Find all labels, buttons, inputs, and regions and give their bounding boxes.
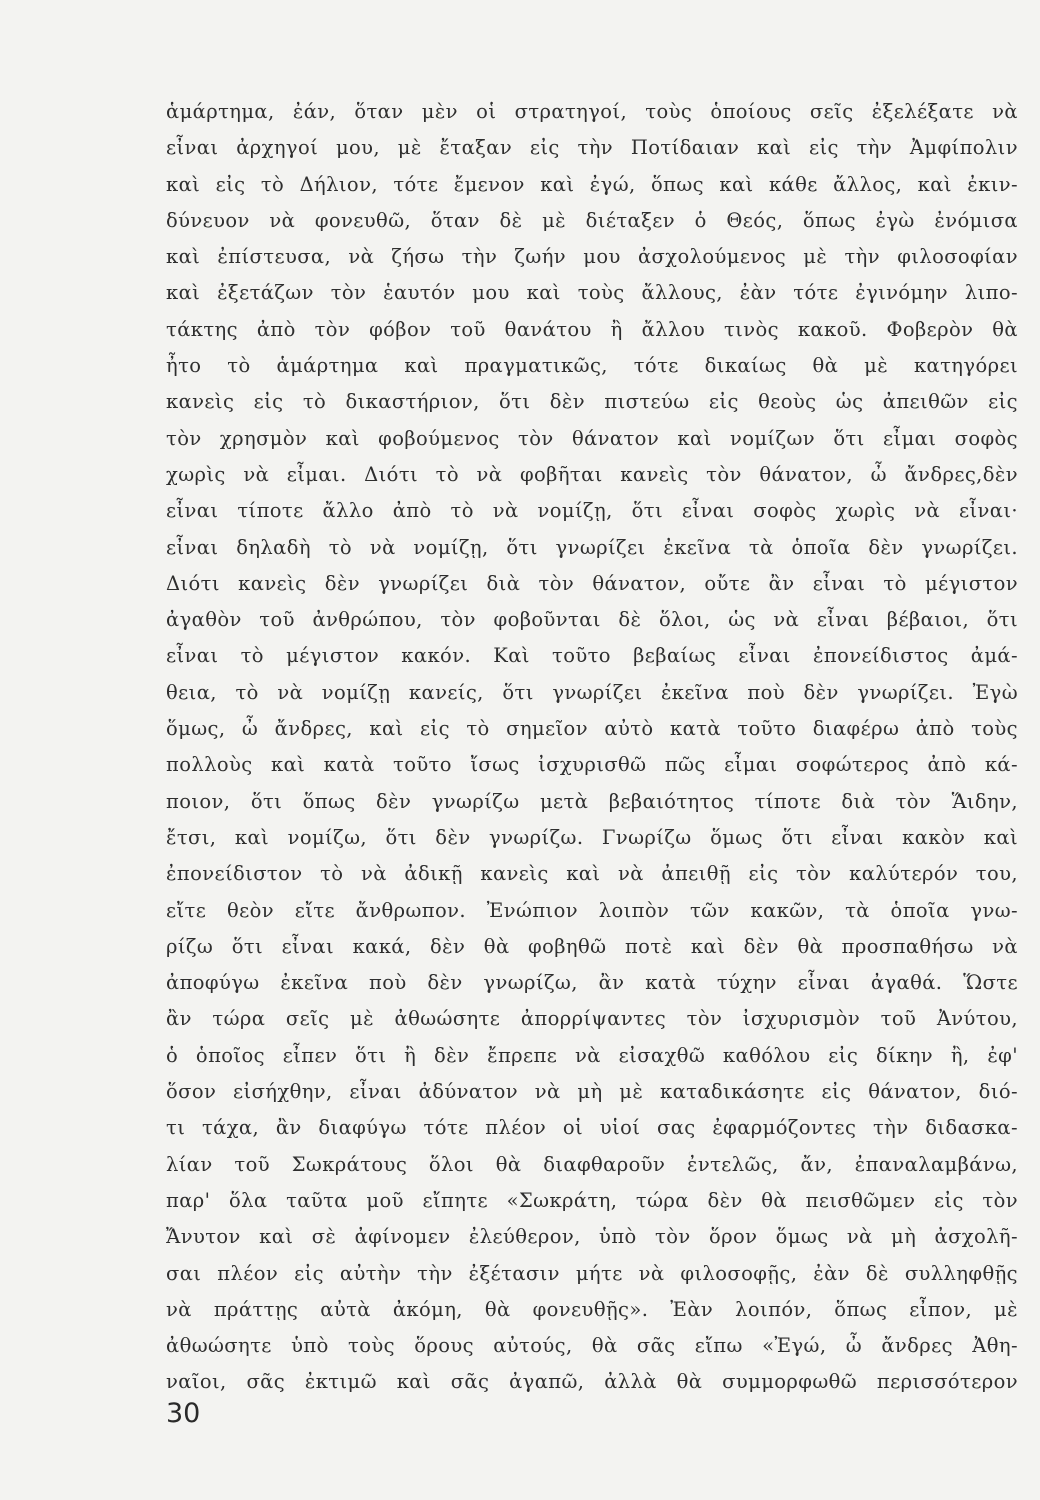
text-line: ἦτο τὸ ἁμάρτημα καὶ πραγματικῶς, τότε δικαίως θὰ μὲ κατηγόρει <box>166 354 1018 378</box>
text-line: κανεὶς εἰς τὸ δικαστήριον, ὅτι δὲν πιστεύω εἰς θεοὺς ὡς ἀπειθῶν εἰς <box>166 390 1018 414</box>
text-line: Ἄνυτον καὶ σὲ ἀφίνομεν ἐλεύθερον, ὑπὸ τὸν ὅρον ὅμως νὰ μὴ ἀσχολῆ- <box>166 1225 1018 1249</box>
text-line: τι τάχα, ἂν διαφύγω τότε πλέον οἱ υἱοί σας ἐφαρμόζοντες τὴν διδασκα- <box>166 1116 1018 1140</box>
text-line: εἶναι ἀρχηγοί μου, μὲ ἔταξαν εἰς τὴν Ποτίδαιαν καὶ εἰς τὴν Ἀμφίπολιν <box>166 136 1018 160</box>
text-line: θεια, τὸ νὰ νομίζῃ κανείς, ὅτι γνωρίζει ἐκεῖνα ποὺ δὲν γνωρίζει. Ἐγὼ <box>166 680 1018 704</box>
text-line: ἂν τώρα σεῖς μὲ ἀθωώσητε ἀπορρίψαντες τὸν ἰσχυρισμὸν τοῦ Ἀνύτου, <box>166 1007 1018 1031</box>
text-line: ρίζω ὅτι εἶναι κακά, δὲν θὰ φοβηθῶ ποτὲ καὶ δὲν θὰ προσπαθήσω νὰ <box>166 934 1018 958</box>
text-line: δύνευον νὰ φονευθῶ, ὅταν δὲ μὲ διέταξεν ὁ Θεός, ὅπως ἐγὼ ἐνόμισα <box>166 208 1018 232</box>
text-line: ἁμάρτημα, ἐάν, ὅταν μὲν οἱ στρατηγοί, τοὺς ὁποίους σεῖς ἐξελέξατε νὰ <box>166 100 1018 123</box>
text-line: ἔτσι, καὶ νομίζω, ὅτι δὲν γνωρίζω. Γνωρίζω ὅμως ὅτι εἶναι κακὸν καὶ <box>166 825 1018 849</box>
text-line: ὅσον εἰσήχθην, εἶναι ἀδύνατον νὰ μὴ μὲ καταδικάσητε εἰς θάνατον, διό- <box>166 1080 1018 1104</box>
text-line: εἶναι δηλαδὴ τὸ νὰ νομίζῃ, ὅτι γνωρίζει ἐκεῖνα τὰ ὁποῖα δὲν γνωρίζει. <box>166 535 1018 559</box>
text-line: χωρὶς νὰ εἶμαι. Διότι τὸ νὰ φοβῆται κανεὶς τὸν θάνατον, ὦ ἄνδρες,δὲν <box>166 462 1018 486</box>
text-line: ὅμως, ὦ ἄνδρες, καὶ εἰς τὸ σημεῖον αὐτὸ κατὰ τοῦτο διαφέρω ἀπὸ τοὺς <box>166 717 1018 741</box>
text-line: ἀγαθὸν τοῦ ἀνθρώπου, τὸν φοβοῦνται δὲ ὅλοι, ὡς νὰ εἶναι βέβαιοι, ὅτι <box>166 608 1018 632</box>
text-line: ναῖοι, σᾶς ἐκτιμῶ καὶ σᾶς ἀγαπῶ, ἀλλὰ θὰ συμμορφωθῶ περισσότερον <box>166 1370 1018 1394</box>
text-line: ὁ ὁποῖος εἶπεν ὅτι ἢ δὲν ἔπρεπε νὰ εἰσαχθῶ καθόλου εἰς δίκην ἢ, ἐφ' <box>166 1043 1018 1067</box>
text-line: ἀποφύγω ἐκεῖνα ποὺ δὲν γνωρίζω, ἂν κατὰ τύχην εἶναι ἀγαθά. Ὥστε <box>166 971 1018 995</box>
text-line: καὶ ἐξετάζων τὸν ἑαυτόν μου καὶ τοὺς ἄλλους, ἐὰν τότε ἐγινόμην λιπο- <box>166 281 1018 305</box>
text-line: εἴτε θεὸν εἴτε ἄνθρωπον. Ἐνώπιον λοιπὸν τῶν κακῶν, τὰ ὁποῖα γνω- <box>166 898 1018 922</box>
text-line: ἀθωώσητε ὑπὸ τοὺς ὅρους αὐτούς, θὰ σᾶς εἴπω «Ἐγώ, ὦ ἄνδρες Ἀθη- <box>166 1334 1018 1358</box>
text-line: παρ' ὅλα ταῦτα μοῦ εἴπητε «Σωκράτη, τώρα δὲν θὰ πεισθῶμεν εἰς τὸν <box>166 1188 1018 1212</box>
text-line: νὰ πράττῃς αὐτὰ ἀκόμη, θὰ φονευθῇς». Ἐὰν λοιπόν, ὅπως εἶπον, μὲ <box>166 1297 1018 1321</box>
text-line: λίαν τοῦ Σωκράτους ὅλοι θὰ διαφθαροῦν ἐντελῶς, ἄν, ἐπαναλαμβάνω, <box>166 1152 1018 1176</box>
text-line: ἐπονείδιστον τὸ νὰ ἀδικῇ κανεὶς καὶ νὰ ἀπειθῇ εἰς τὸν καλύτερόν του, <box>166 862 1018 886</box>
text-line: καὶ εἰς τὸ Δήλιον, τότε ἔμενον καὶ ἐγώ, ὅπως καὶ κάθε ἄλλος, καὶ ἐκιν- <box>166 172 1018 196</box>
text-line: καὶ ἐπίστευσα, νὰ ζήσω τὴν ζωήν μου ἀσχολούμενος μὲ τὴν φιλοσοφίαν <box>166 245 1018 269</box>
text-line: εἶναι τὸ μέγιστον κακόν. Καὶ τοῦτο βεβαίως εἶναι ἐπονείδιστος ἀμά- <box>166 644 1018 668</box>
page-number: 30 <box>166 1398 201 1429</box>
text-line: εἶναι τίποτε ἄλλο ἀπὸ τὸ νὰ νομίζῃ, ὅτι εἶναι σοφὸς χωρὶς νὰ εἶναι· <box>166 499 1018 523</box>
text-line: Διότι κανεὶς δὲν γνωρίζει διὰ τὸν θάνατον, οὔτε ἂν εἶναι τὸ μέγιστον <box>166 571 1018 595</box>
text-line: ποιον, ὅτι ὅπως δὲν γνωρίζω μετὰ βεβαιότητος τίποτε διὰ τὸν Ἅιδην, <box>166 789 1018 813</box>
text-line: πολλοὺς καὶ κατὰ τοῦτο ἴσως ἰσχυρισθῶ πῶς εἶμαι σοφώτερος ἀπὸ κά- <box>166 753 1018 777</box>
text-line: τάκτης ἀπὸ τὸν φόβον τοῦ θανάτου ἢ ἄλλου τινὸς κακοῦ. Φοβερὸν θὰ <box>166 317 1018 341</box>
text-line: σαι πλέον εἰς αὐτὴν τὴν ἐξέτασιν μήτε νὰ φιλοσοφῇς, ἐὰν δὲ συλληφθῇς <box>166 1261 1018 1285</box>
text-line: τὸν χρησμὸν καὶ φοβούμενος τὸν θάνατον καὶ νομίζων ὅτι εἶμαι σοφὸς <box>166 426 1018 450</box>
page-body-text <box>166 94 1018 1401</box>
